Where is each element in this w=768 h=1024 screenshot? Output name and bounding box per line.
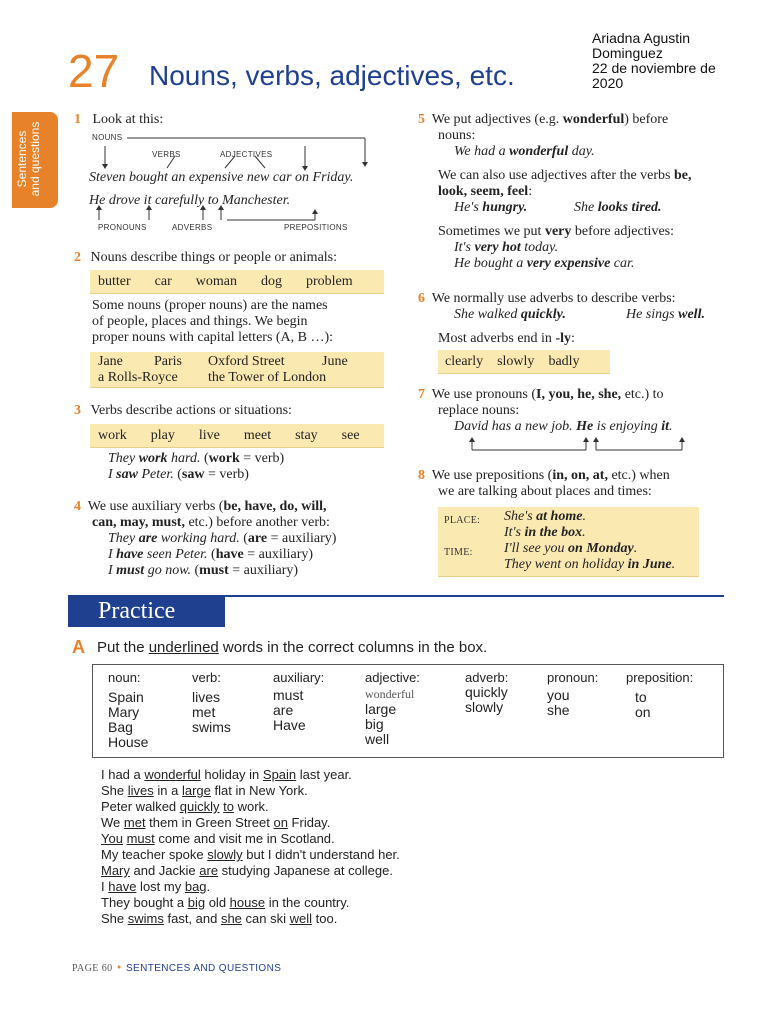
s5-line4: look, seem, feel: [438, 184, 533, 199]
s7-line2: replace nouns: [438, 403, 520, 418]
word: problem [305, 274, 353, 289]
exercise-sentence: I have lost my bag. [101, 879, 211, 894]
underlined-word: have [108, 879, 137, 894]
footer: PAGE 60 • SENTENCES AND QUESTIONS [72, 963, 282, 974]
answer-value: met [192, 704, 216, 720]
answer-value: Spain [108, 689, 144, 705]
col-head: preposition: [626, 670, 694, 685]
s5-example-1: We had a wonderful day. [454, 144, 595, 159]
s5-example-3: It's very hot today. [454, 240, 559, 255]
col-head: pronoun: [547, 670, 599, 685]
side-tab-line1: Sentences [15, 130, 29, 188]
col-head: verb: [192, 670, 221, 685]
s7-example: David has a new job. He is enjoying it. [454, 419, 673, 434]
s5-line5: Sometimes we put very before adjectives: [438, 224, 674, 239]
s5-body [418, 112, 718, 272]
s1-heading: Look at this: [92, 112, 164, 127]
col-head: adverb: [465, 670, 509, 685]
underlined-word: big [187, 895, 206, 910]
s2-paragraph [92, 298, 392, 346]
underlined-word: swims [127, 911, 164, 926]
footer-section: SENTENCES AND QUESTIONS [125, 963, 282, 974]
s7-body [418, 387, 718, 435]
place-label: PLACE: [444, 515, 481, 526]
s4-example-3: I must go now. (must = auxiliary) [108, 563, 299, 578]
underlined-word: to [223, 799, 234, 814]
s6-body [418, 291, 718, 347]
answer-col-noun [108, 670, 148, 750]
answer-value: you [547, 687, 570, 703]
s4-body [74, 499, 394, 579]
exercise-a-letter: A [72, 637, 85, 657]
s8-line2: we are talking about places and times: [438, 484, 652, 499]
word: badly [548, 354, 580, 369]
s1 [74, 112, 394, 128]
s2-para-line: proper nouns with capital letters (A, B …): [92, 330, 334, 345]
underlined-word: on [273, 815, 288, 830]
s2-proper-box [90, 352, 384, 388]
proper-noun: June [322, 354, 348, 369]
s3-words-box [90, 424, 384, 448]
label-nouns: NOUNS [92, 133, 123, 142]
s3-example-2: I saw Peter. (saw = verb) [108, 467, 249, 482]
exercise-sentence: Peter walked quickly to work. [101, 799, 269, 814]
s3-example-1: They work hard. (work = verb) [108, 451, 285, 466]
s6-line1: 6 We normally use adverbs to describe verbs: [418, 291, 676, 306]
s1-example1: Steven bought an expensive new car on Friday. [89, 170, 354, 185]
s2-para-line: of people, places and things. We begin [92, 314, 308, 329]
author-block [592, 31, 716, 91]
s5-line2: nouns: [438, 128, 476, 143]
answer-value: well [365, 731, 390, 747]
exercise-sentence: You must come and visit me in Scotland. [101, 831, 335, 846]
proper-noun: the Tower of London [208, 370, 327, 385]
proper-noun: Paris [154, 354, 182, 369]
underlined-word: she [220, 911, 242, 926]
label-verbs: VERBS [152, 150, 181, 159]
side-tab-line2: and questions [28, 121, 42, 197]
s8-box [438, 507, 699, 577]
s5-example-2: He's hungry. She looks tired. [454, 200, 662, 215]
unit-number: 27 [68, 45, 120, 97]
word: car [154, 274, 172, 289]
place-example-2: It's in the box. [504, 525, 586, 540]
exercise-sentence: Mary and Jackie are studying Japanese at college. [101, 863, 393, 878]
answer-col-adjective [365, 670, 420, 747]
exercise-sentence: I had a wonderful holiday in Spain last year. [101, 767, 352, 782]
answer-value: Mary [108, 704, 140, 720]
word: stay [295, 428, 318, 443]
answer-value: Have [273, 717, 306, 733]
col-head: noun: [108, 670, 141, 685]
s6-example: She walked quickly. He sings well. [454, 307, 705, 322]
s7-arrows [460, 436, 690, 454]
practice-banner [68, 595, 225, 627]
underlined-word: quickly [179, 799, 220, 814]
s7-line1: 7 We use pronouns (I, you, he, she, etc.) to [418, 387, 664, 402]
s3-heading: Verbs describe actions or situations: [90, 403, 292, 418]
s8-body [418, 468, 718, 500]
answer-col-pronoun [547, 670, 598, 718]
footer-page: PAGE 60 [72, 963, 113, 974]
answer-value: are [273, 702, 294, 718]
answer-value: big [365, 716, 384, 732]
s8-line1: 8 We use prepositions (in, on, at, etc.) when [418, 468, 670, 483]
underlined-word: wonderful [144, 767, 201, 782]
underlined-word: met [123, 815, 146, 830]
place-example-1: She's at home. [504, 509, 586, 524]
time-label: TIME: [444, 547, 473, 558]
side-tab [12, 112, 58, 208]
s2-words-box [90, 270, 384, 294]
exercise-a-instruction: Put the underlined words in the correct columns in the box. [97, 639, 488, 656]
author-surname: Dominguez [592, 45, 663, 61]
word: see [341, 428, 360, 443]
s4-line2: can, may, must, etc.) before another verb: [92, 515, 330, 530]
practice-title: Practice [98, 598, 176, 624]
label-pronouns: PRONOUNS [98, 223, 147, 232]
s5-line1: 5 We put adjectives (e.g. wonderful) before [418, 112, 669, 127]
word: butter [98, 274, 131, 289]
date-line2: 2020 [592, 75, 624, 91]
underlined-word: You [101, 831, 123, 846]
answer-value: slowly [465, 699, 504, 715]
proper-noun: Oxford Street [208, 354, 285, 369]
s2-heading: Nouns describe things or people or animals: [90, 250, 338, 265]
exercise-sentences [101, 767, 521, 927]
s3-number: 3 [74, 403, 81, 418]
exercise-sentence: They bought a big old house in the country. [101, 895, 350, 910]
s2-para-line: Some nouns (proper nouns) are the names [92, 298, 328, 313]
answer-value: large [365, 701, 397, 717]
s4-line1: 4 We use auxiliary verbs (be, have, do, will, [74, 499, 327, 514]
answer-col-verb [192, 670, 231, 735]
s2-heading-row [74, 250, 394, 266]
answer-col-auxiliary [273, 670, 324, 733]
exercise-sentence: She lives in a large flat in New York. [101, 783, 308, 798]
word: live [198, 428, 220, 443]
s6-words-box [438, 350, 610, 374]
answer-value: swims [192, 719, 231, 735]
answer-value: wonderful [365, 687, 415, 701]
answer-value: lives [192, 689, 221, 705]
answer-value: to [635, 689, 647, 705]
label-adverbs: ADVERBS [172, 223, 213, 232]
col-head: adjective: [365, 670, 420, 685]
exercise-sentence: We met them in Green Street on Friday. [101, 815, 331, 830]
time-example-2: They went on holiday in June. [504, 557, 676, 572]
s6-line2: Most adverbs end in -ly: [438, 331, 575, 346]
word: slowly [497, 354, 535, 369]
answer-value: must [273, 687, 304, 703]
s5-example-4: He bought a very expensive car. [454, 256, 635, 271]
exercise-sentence: She swims fast, and she can ski well too. [101, 911, 338, 926]
underlined-word: bag [184, 879, 207, 894]
word: play [150, 428, 175, 443]
s1-example2: He drove it carefully to Manchester. [89, 193, 291, 208]
word: woman [195, 274, 237, 289]
unit-title: Nouns, verbs, adjectives, etc. [149, 60, 515, 91]
label-adjectives: ADJECTIVES [220, 150, 273, 159]
answer-value: quickly [465, 684, 508, 700]
proper-noun: Jane [98, 354, 123, 369]
underlined-word: house [229, 895, 266, 910]
date-line1: 22 de noviembre de [592, 60, 716, 76]
underlined-word: Mary [101, 863, 130, 878]
proper-noun: a Rolls-Royce [98, 370, 178, 385]
underlined-word: lives [127, 783, 154, 798]
s5-line3: We can also use adjectives after the verbs be, [438, 168, 692, 183]
underlined-word: are [199, 863, 219, 878]
underlined-word: large [181, 783, 211, 798]
s2-number: 2 [74, 250, 81, 265]
answer-col-adverb [465, 670, 508, 715]
underlined-word: Spain [262, 767, 297, 782]
answer-value: she [547, 702, 570, 718]
time-example-1: I'll see you on Monday. [504, 541, 638, 556]
label-prepositions: PREPOSITIONS [284, 223, 348, 232]
word: work [98, 428, 127, 443]
s3-examples [108, 451, 398, 483]
s3-heading-row [74, 403, 394, 419]
word: meet [243, 428, 272, 443]
answer-col-preposition [626, 670, 693, 720]
s4-example-2: I have seen Peter. (have = auxiliary) [108, 547, 314, 562]
answer-value: House [108, 734, 149, 750]
answer-value: on [635, 704, 651, 720]
exercise-sentence: My teacher spoke slowly but I didn't understand her. [101, 847, 400, 862]
answer-value: Bag [108, 719, 133, 735]
word: dog [260, 274, 282, 289]
word: clearly [445, 354, 484, 369]
col-head: auxiliary: [273, 670, 325, 685]
underlined-word: slowly [207, 847, 243, 862]
underlined-word: well [289, 911, 313, 926]
author-name: Ariadna Agustin [592, 30, 691, 46]
underlined-word: must [126, 831, 155, 846]
s1-number: 1 [74, 112, 81, 127]
s4-example-1: They are working hard. (are = auxiliary) [108, 531, 337, 546]
